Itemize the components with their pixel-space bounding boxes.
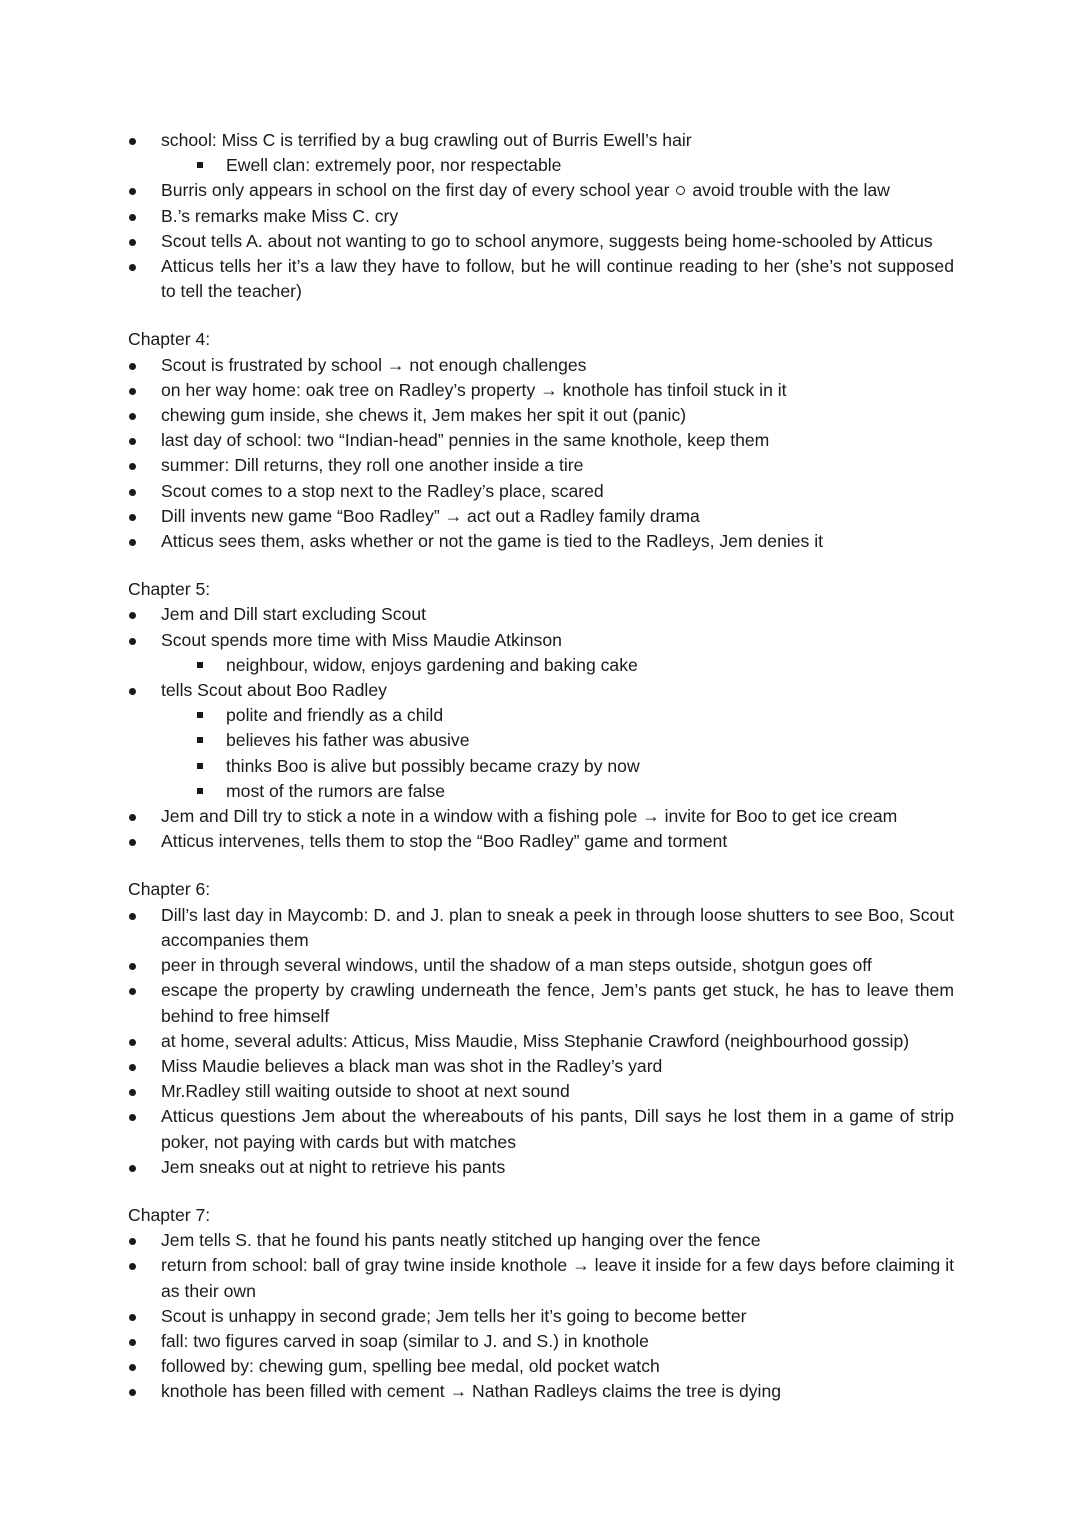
bullet-icon [129,612,136,619]
chapter-6-section [128,877,954,1179]
square-bullet-icon [197,662,203,668]
list-item-text: Jem and Dill start excluding Scout [161,604,427,625]
list-item-text: Atticus sees them, asks whether or not the game is tied to the Radleys, Jem denies it [161,531,824,552]
list-item-text: last day of school: two “Indian-head” pennies in the same knothole, keep them [161,430,770,451]
bullet-icon [129,1064,136,1071]
bullet-icon [129,388,136,395]
bullet-icon [129,188,136,195]
hollow-circle-icon [676,186,685,195]
bullet-icon [129,1314,136,1321]
bullet-icon [129,814,136,821]
square-bullet-icon [197,788,203,794]
list-item [128,178,954,203]
list-item [128,829,954,854]
list-item-text: Jem sneaks out at night to retrieve his pants [161,1156,506,1177]
list-item [128,453,954,478]
bullet-icon [129,463,136,470]
list-item [128,1228,954,1253]
square-bullet-icon [197,162,203,168]
bullet-icon [129,913,136,920]
bullet-icon [129,239,136,246]
square-bullet-icon [197,763,203,769]
list-item [128,403,954,428]
list-item-text: avoid trouble with the law [692,180,890,201]
bullet-icon [129,413,136,420]
bullet-icon [129,1165,136,1172]
list-item-text: Scout is unhappy in second grade; Jem tells her it’s going to become better [161,1305,747,1326]
list-item-text: peer in through several windows, until the shadow of a man steps outside, shotgun goes off [161,955,872,976]
bullet-icon [129,688,136,695]
list-item-text: Dill invents new game “Boo Radley” → act out a Radley family drama [161,505,700,526]
list-item [128,353,954,378]
list-item-text: Burris only appears in school on the first day of every school year [161,180,670,201]
sub-list-item [128,653,954,678]
sub-list-item [128,754,954,779]
list-item-text: summer: Dill returns, they roll one another inside a tire [161,455,584,476]
bullet-icon [129,1339,136,1346]
chapter-heading: Chapter 5: [128,579,211,600]
list-item-text: Miss Maudie believes a black man was shot in the Radley’s yard [161,1055,663,1076]
bullet-icon [129,489,136,496]
bullet-icon [129,1364,136,1371]
bullet-icon [129,638,136,645]
list-item [128,1304,954,1329]
list-item-text: Jem tells S. that he found his pants neatly stitched up hanging over the fence [161,1230,761,1251]
notes-page [128,128,954,1428]
list-item-text: at home, several adults: Atticus, Miss Maudie, Miss Stephanie Crawford (neighbourhood gossip) [161,1030,910,1051]
list-item [128,254,954,304]
chapter-7-section [128,1203,954,1405]
list-item [128,229,954,254]
list-item-text: escape the property by crawling underneath the fence, Jem’s pants get stuck, he has to leave them behind to free himself [161,980,954,1026]
list-item-text: school: Miss C is terrified by a bug crawling out of Burris Ewell’s hair [161,130,692,150]
list-item [128,678,954,703]
list-item-text: Scout spends more time with Miss Maudie Atkinson [161,629,562,650]
chapter-heading: Chapter 4: [128,329,211,350]
list-item [128,529,954,554]
list-item-text: return from school: ball of gray twine inside knothole → leave it inside for a few days before claiming it as their own [161,1255,954,1301]
chapter-4-section [128,327,954,554]
sub-list-item-text: most of the rumors are false [226,780,446,801]
list-item [128,903,954,953]
list-item [128,804,954,829]
list-item-text: knothole has been filled with cement → Nathan Radleys claims the tree is dying [161,1381,782,1402]
list-item [128,1354,954,1379]
sub-list-item [128,153,954,178]
sub-list-item-text: thinks Boo is alive but possibly became crazy by now [226,755,640,776]
list-item [128,504,954,529]
bullet-icon [129,988,136,995]
bullet-icon [129,839,136,846]
list-item-text: Mr.Radley still waiting outside to shoot at next sound [161,1081,570,1102]
sub-list-item [128,703,954,728]
sub-list-item [128,779,954,804]
bullet-icon [129,539,136,546]
intro-section [128,128,954,304]
list-item-text: Scout is frustrated by school → not enough challenges [161,354,587,375]
bullet-icon [129,363,136,370]
list-item-text: followed by: chewing gum, spelling bee medal, old pocket watch [161,1356,660,1377]
list-item-text: tells Scout about Boo Radley [161,680,387,701]
bullet-icon [129,264,136,271]
list-item [128,978,954,1028]
list-item-text: Atticus questions Jem about the whereabouts of his pants, Dill says he lost them in a game of strip poker, not paying with cards but with matches [161,1106,954,1152]
bullet-icon [129,1089,136,1096]
chapter-heading: Chapter 6: [128,879,211,900]
list-item [128,1253,954,1303]
bullet-icon [129,438,136,445]
list-item-text: fall: two figures carved in soap (similar to J. and S.) in knothole [161,1330,649,1351]
list-item-text: on her way home: oak tree on Radley’s property → knothole has tinfoil stuck in it [161,379,787,400]
list-item [128,628,954,653]
list-item [128,1079,954,1104]
list-item-text: Jem and Dill try to stick a note in a window with a fishing pole → invite for Boo to get ice cream [161,806,898,827]
list-item-text: Atticus tells her it’s a law they have to follow, but he will continue reading to her (she’s not supposed to tell the teacher) [161,256,954,302]
list-item [128,1329,954,1354]
list-item [128,602,954,627]
bullet-icon [129,214,136,221]
sub-list-item-text: believes his father was abusive [226,730,470,751]
list-item [128,428,954,453]
list-item [128,204,954,229]
square-bullet-icon [197,737,203,743]
list-item [128,1379,954,1404]
list-item [128,128,954,153]
list-item-text: Dill’s last day in Maycomb: D. and J. plan to sneak a peek in through loose shutters to see Boo, Scout accompanies them [161,904,954,950]
bullet-icon [129,1389,136,1396]
list-item-text: Atticus intervenes, tells them to stop the “Boo Radley” game and torment [161,831,728,852]
square-bullet-icon [197,712,203,718]
list-item-text: Scout tells A. about not wanting to go to school anymore, suggests being home-schooled by Atticus [161,230,933,251]
list-item-text: Scout comes to a stop next to the Radley’s place, scared [161,480,604,501]
sub-list-item-text: polite and friendly as a child [226,705,444,726]
bullet-icon [129,514,136,521]
sub-list-item [128,728,954,753]
sub-list-item-text: Ewell clan: extremely poor, nor respectable [226,155,562,176]
bullet-icon [129,138,136,145]
bullet-icon [129,1238,136,1245]
list-item [128,378,954,403]
bullet-icon [129,1114,136,1121]
list-item [128,1054,954,1079]
chapter-heading: Chapter 7: [128,1204,211,1225]
bullet-icon [129,963,136,970]
sub-list-item-text: neighbour, widow, enjoys gardening and baking cake [226,654,638,675]
list-item [128,953,954,978]
list-item [128,1029,954,1054]
list-item-text: B.’s remarks make Miss C. cry [161,205,399,226]
list-item [128,1104,954,1154]
list-item [128,479,954,504]
chapter-5-section [128,577,954,854]
list-item-text: chewing gum inside, she chews it, Jem makes her spit it out (panic) [161,405,687,426]
bullet-icon [129,1263,136,1270]
bullet-icon [129,1039,136,1046]
list-item [128,1155,954,1180]
